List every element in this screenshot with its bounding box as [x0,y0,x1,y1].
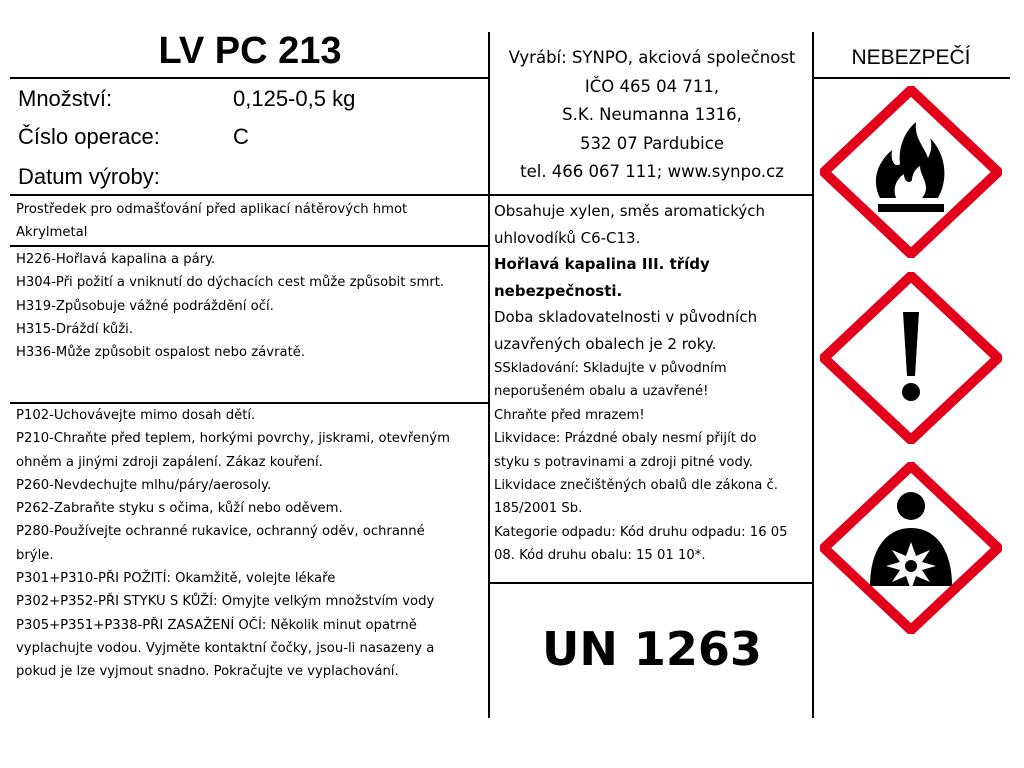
production-date-label: Datum výroby: [18,164,160,189]
product-title: LV PC 213 [158,30,342,72]
divider-title [10,77,488,79]
column-divider-left [488,32,490,718]
divider-fields [10,194,488,196]
storage-line: Likvidace znečištěných obalů dle zákona č. [494,478,778,494]
precautionary-line: P260-Nevdechujte mlhu/páry/aerosoly. [16,477,272,493]
hazard-statement: H304-Při požití a vniknutí do dýchacích cest může způsobit smrt. [16,275,445,291]
description-line: Prostředek pro odmašťování před aplikací nátěrových hmot [16,202,408,217]
divider-signal [814,77,1010,79]
manufacturer-line: Vyrábí: SYNPO, akciová společnost [508,48,796,67]
divider-manufacturer [490,194,814,196]
precautionary-line: P210-Chraňte před teplem, horkými povrchy, jiskrami, otevřeným [16,431,450,447]
precautionary-line: P302+P352-PŘI STYKU S KŮŽÍ: Omyjte velkým množstvím vody [16,594,435,610]
flammability-line: Hořlavá kapalina III. třídy [494,255,710,273]
precautionary-statements [16,404,450,684]
contains-line: Obsahuje xylen, směs aromatických [494,202,766,220]
manufacturer-line: IČO 465 04 711, [584,76,720,96]
operation-number-value: C [233,124,249,149]
precautionary-line: ohněm a jinými zdroji zapálení. Zákaz kouření. [16,454,323,470]
exclamation-mark-icon [820,272,1002,444]
column-divider-right [812,32,814,718]
description-line: Akrylmetal [16,225,88,241]
precautionary-line: brýle. [16,547,54,563]
shelf-life-line: Doba skladovatelnosti v původních [494,308,758,326]
health-hazard-icon [820,462,1002,634]
hazard-statements [16,248,444,364]
flame-icon [820,86,1002,258]
storage-line: Kategorie odpadu: Kód druhu odpadu: 16 05 [494,524,788,540]
precautionary-line: P102-Uchovávejte mimo dosah dětí. [16,408,256,423]
divider-composition [490,582,814,584]
signal-word: NEBEZPEČÍ [851,46,971,69]
hazard-statement: H226-Hořlavá kapalina a páry. [16,252,216,267]
shelf-life-line: uzavřených obalech je 2 roky. [494,334,717,353]
storage-line: 08. Kód druhu obalu: 15 01 10*. [494,548,706,564]
precautionary-line: pokud je lze vyjmout snadno. Pokračujte ve vyplachování. [16,664,399,680]
precautionary-line: P262-Zabraňte styku s očima, kůží nebo oděvem. [16,501,343,517]
storage-line: 185/2001 Sb. [494,501,583,517]
quantity-value: 0,125-0,5 kg [233,86,356,111]
precautionary-line: P301+P310-PŘI POŽITÍ: Okamžitě, volejte lékaře [16,571,336,587]
precautionary-line: P280-Používejte ochranné rukavice, ochranný oděv, ochranné [16,524,425,540]
storage-line: styku s potravinami a zdroji pitné vody. [494,454,753,470]
hazard-statement: H336-Může způsobit ospalost nebo závratě. [16,345,306,361]
composition-info [494,198,812,568]
quantity-label: Množství: [18,86,113,111]
precautionary-line: vyplachujte vodou. Vyjměte kontaktní čočky, jsou-li nasazeny a [16,640,435,656]
hazard-statement: H319-Způsobuje vážné podráždění očí. [16,298,274,314]
storage-line: Likvidace: Prázdné obaly nesmí přijít do [494,431,757,447]
operation-number-label: Číslo operace: [18,124,160,149]
un-number: UN 1263 [542,622,762,676]
manufacturer-line: S.K. Neumanna 1316, [562,105,742,124]
storage-line: SSkladování: Skladujte v původním [494,361,727,376]
manufacturer-line: tel. 466 067 111; www.synpo.cz [520,162,784,181]
flammability-line: nebezpečnosti. [494,281,623,300]
storage-line: Chraňte před mrazem! [494,407,645,423]
manufacturer-info [492,44,812,187]
divider-description [10,245,488,247]
hazard-statement: H315-Dráždí kůži. [16,321,134,337]
manufacturer-line: 532 07 Pardubice [579,133,724,153]
storage-line: neporušeném obalu a uzavřené! [494,384,709,400]
product-description [16,198,407,245]
contains-line: uhlovodíků C6-C13. [494,228,641,247]
precautionary-line: P305+P351+P338-PŘI ZASAŽENÍ OČÍ: Několik minut opatrně [16,617,417,633]
